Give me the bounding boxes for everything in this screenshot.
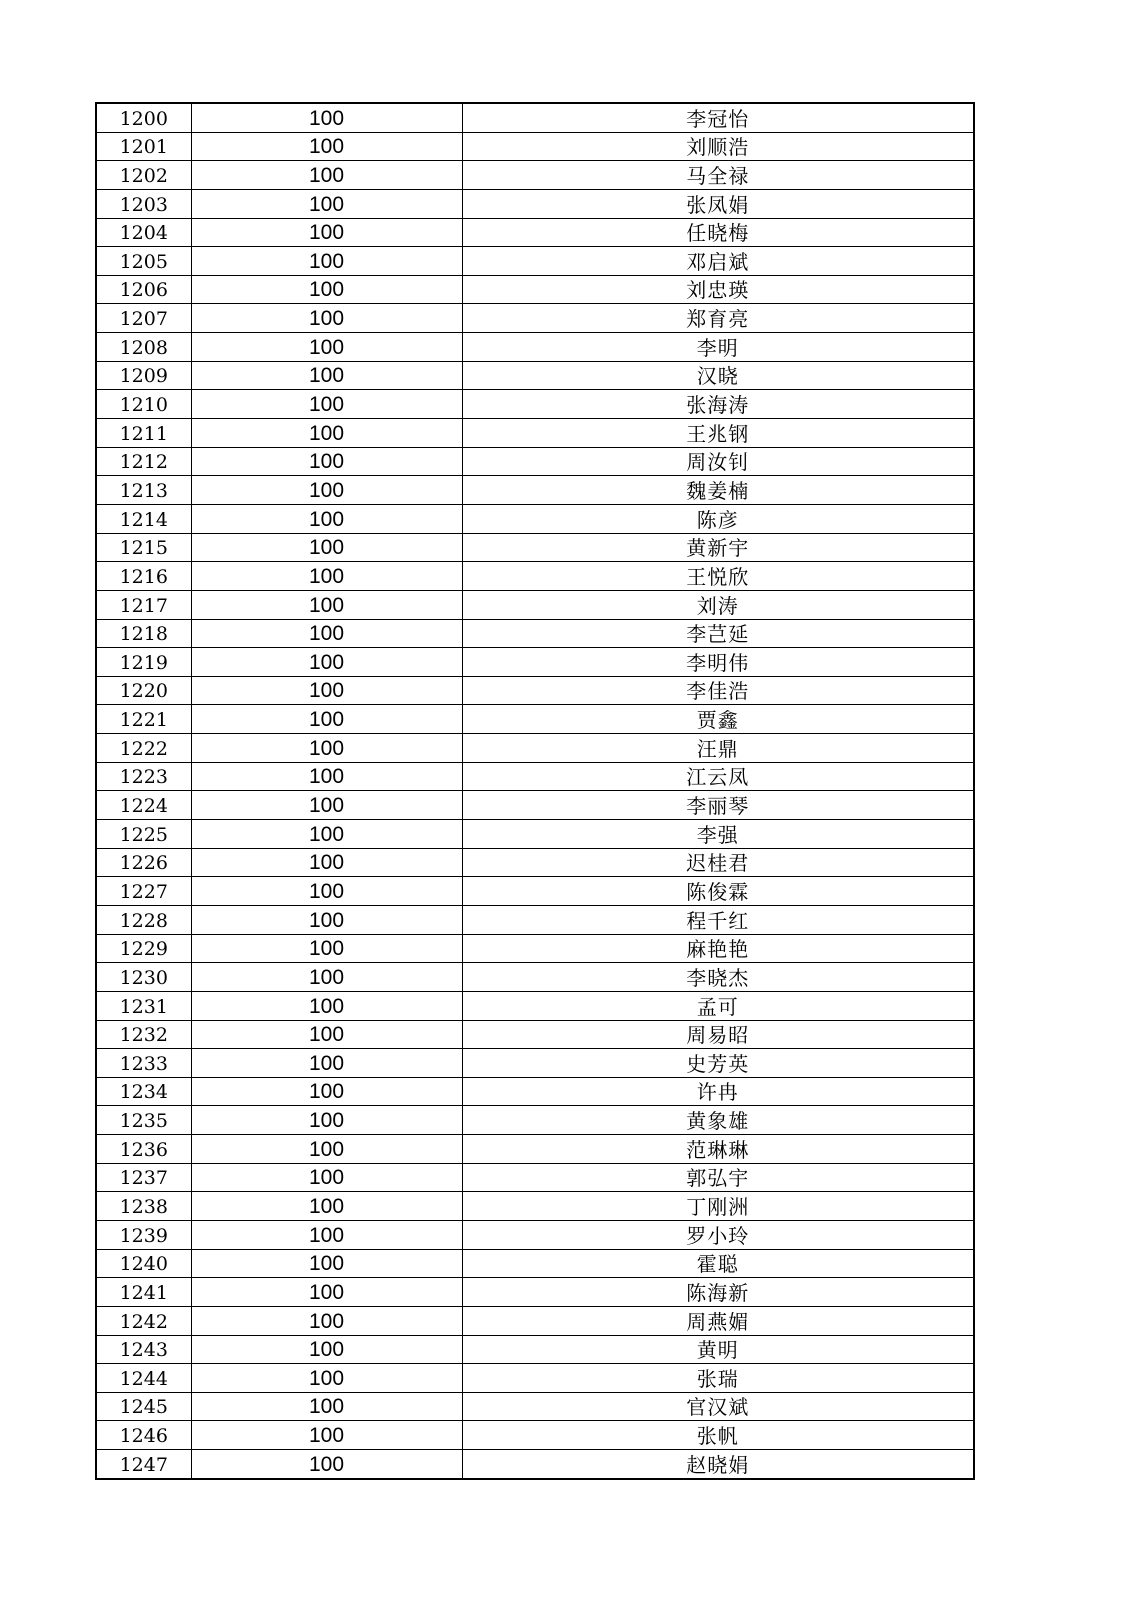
row-number-cell: 1232 [96, 1020, 191, 1049]
name-cell: 李冠怡 [462, 103, 974, 132]
name-cell: 马全禄 [462, 161, 974, 190]
amount-cell: 100 [191, 103, 462, 132]
amount-cell: 100 [191, 333, 462, 362]
row-number-cell: 1233 [96, 1049, 191, 1078]
table-row [96, 1106, 974, 1135]
table-row [96, 1306, 974, 1335]
donor-table [95, 102, 975, 1480]
row-number-cell: 1242 [96, 1306, 191, 1335]
row-number-cell: 1222 [96, 734, 191, 763]
name-cell: 孟可 [462, 991, 974, 1020]
row-number-cell: 1240 [96, 1249, 191, 1278]
amount-cell: 100 [191, 648, 462, 677]
amount-cell: 100 [191, 275, 462, 304]
row-number-cell: 1202 [96, 161, 191, 190]
amount-cell: 100 [191, 791, 462, 820]
table-row [96, 247, 974, 276]
amount-cell: 100 [191, 390, 462, 419]
row-number-cell: 1224 [96, 791, 191, 820]
name-cell: 周汝钊 [462, 447, 974, 476]
table-row [96, 1450, 974, 1479]
name-cell: 陈海新 [462, 1278, 974, 1307]
name-cell: 丁刚洲 [462, 1192, 974, 1221]
table-row [96, 820, 974, 849]
amount-cell: 100 [191, 419, 462, 448]
amount-cell: 100 [191, 132, 462, 161]
row-number-cell: 1219 [96, 648, 191, 677]
row-number-cell: 1214 [96, 504, 191, 533]
name-cell: 刘涛 [462, 590, 974, 619]
table-row [96, 132, 974, 161]
row-number-cell: 1215 [96, 533, 191, 562]
row-number-cell: 1236 [96, 1135, 191, 1164]
name-cell: 李明伟 [462, 648, 974, 677]
amount-cell: 100 [191, 1220, 462, 1249]
amount-cell: 100 [191, 1077, 462, 1106]
table-row [96, 934, 974, 963]
amount-cell: 100 [191, 1364, 462, 1393]
row-number-cell: 1208 [96, 333, 191, 362]
name-cell: 李明 [462, 333, 974, 362]
name-cell: 李佳浩 [462, 676, 974, 705]
amount-cell: 100 [191, 1163, 462, 1192]
name-cell: 迟桂君 [462, 848, 974, 877]
table-row [96, 218, 974, 247]
table-row [96, 791, 974, 820]
name-cell: 赵晓娟 [462, 1450, 974, 1479]
amount-cell: 100 [191, 562, 462, 591]
name-cell: 张海涛 [462, 390, 974, 419]
table-row [96, 991, 974, 1020]
row-number-cell: 1247 [96, 1450, 191, 1479]
name-cell: 邓启斌 [462, 247, 974, 276]
table-row [96, 361, 974, 390]
amount-cell: 100 [191, 447, 462, 476]
table-row [96, 1421, 974, 1450]
row-number-cell: 1212 [96, 447, 191, 476]
amount-cell: 100 [191, 934, 462, 963]
name-cell: 周燕媚 [462, 1306, 974, 1335]
name-cell: 李丽琴 [462, 791, 974, 820]
row-number-cell: 1246 [96, 1421, 191, 1450]
table-row [96, 1220, 974, 1249]
amount-cell: 100 [191, 161, 462, 190]
row-number-cell: 1228 [96, 905, 191, 934]
table-row [96, 504, 974, 533]
table-row [96, 848, 974, 877]
amount-cell: 100 [191, 1278, 462, 1307]
row-number-cell: 1205 [96, 247, 191, 276]
row-number-cell: 1225 [96, 820, 191, 849]
amount-cell: 100 [191, 1335, 462, 1364]
table-row [96, 762, 974, 791]
table-row [96, 1392, 974, 1421]
table-row [96, 648, 974, 677]
name-cell: 陈彦 [462, 504, 974, 533]
row-number-cell: 1210 [96, 390, 191, 419]
name-cell: 史芳英 [462, 1049, 974, 1078]
table-row [96, 189, 974, 218]
amount-cell: 100 [191, 734, 462, 763]
table-row [96, 304, 974, 333]
row-number-cell: 1230 [96, 963, 191, 992]
name-cell: 程千红 [462, 905, 974, 934]
amount-cell: 100 [191, 1192, 462, 1221]
amount-cell: 100 [191, 1306, 462, 1335]
amount-cell: 100 [191, 905, 462, 934]
name-cell: 贾鑫 [462, 705, 974, 734]
table-row [96, 447, 974, 476]
row-number-cell: 1209 [96, 361, 191, 390]
row-number-cell: 1213 [96, 476, 191, 505]
amount-cell: 100 [191, 247, 462, 276]
row-number-cell: 1223 [96, 762, 191, 791]
table-row [96, 476, 974, 505]
row-number-cell: 1245 [96, 1392, 191, 1421]
table-row [96, 1077, 974, 1106]
row-number-cell: 1243 [96, 1335, 191, 1364]
row-number-cell: 1244 [96, 1364, 191, 1393]
row-number-cell: 1216 [96, 562, 191, 591]
name-cell: 郭弘宇 [462, 1163, 974, 1192]
amount-cell: 100 [191, 1135, 462, 1164]
name-cell: 许冉 [462, 1077, 974, 1106]
name-cell: 任晓梅 [462, 218, 974, 247]
table-row [96, 1135, 974, 1164]
amount-cell: 100 [191, 1249, 462, 1278]
row-number-cell: 1201 [96, 132, 191, 161]
name-cell: 刘顺浩 [462, 132, 974, 161]
row-number-cell: 1206 [96, 275, 191, 304]
amount-cell: 100 [191, 963, 462, 992]
name-cell: 黄明 [462, 1335, 974, 1364]
row-number-cell: 1241 [96, 1278, 191, 1307]
amount-cell: 100 [191, 762, 462, 791]
table-row [96, 619, 974, 648]
row-number-cell: 1235 [96, 1106, 191, 1135]
table-row [96, 705, 974, 734]
row-number-cell: 1227 [96, 877, 191, 906]
amount-cell: 100 [191, 1049, 462, 1078]
table-row [96, 676, 974, 705]
name-cell: 汉晓 [462, 361, 974, 390]
name-cell: 汪鼎 [462, 734, 974, 763]
name-cell: 黄新宇 [462, 533, 974, 562]
table-row [96, 1020, 974, 1049]
table-row [96, 333, 974, 362]
table-row [96, 533, 974, 562]
row-number-cell: 1207 [96, 304, 191, 333]
amount-cell: 100 [191, 1020, 462, 1049]
amount-cell: 100 [191, 848, 462, 877]
amount-cell: 100 [191, 1392, 462, 1421]
name-cell: 王悦欣 [462, 562, 974, 591]
amount-cell: 100 [191, 619, 462, 648]
name-cell: 霍聪 [462, 1249, 974, 1278]
name-cell: 罗小玲 [462, 1220, 974, 1249]
donor-table-body [96, 103, 974, 1479]
row-number-cell: 1203 [96, 189, 191, 218]
name-cell: 官汉斌 [462, 1392, 974, 1421]
table-row [96, 877, 974, 906]
name-cell: 刘忠瑛 [462, 275, 974, 304]
table-row [96, 161, 974, 190]
amount-cell: 100 [191, 504, 462, 533]
row-number-cell: 1237 [96, 1163, 191, 1192]
name-cell: 黄象雄 [462, 1106, 974, 1135]
table-row [96, 590, 974, 619]
name-cell: 李强 [462, 820, 974, 849]
row-number-cell: 1229 [96, 934, 191, 963]
amount-cell: 100 [191, 476, 462, 505]
amount-cell: 100 [191, 820, 462, 849]
amount-cell: 100 [191, 705, 462, 734]
amount-cell: 100 [191, 1106, 462, 1135]
row-number-cell: 1226 [96, 848, 191, 877]
table-row [96, 1049, 974, 1078]
row-number-cell: 1238 [96, 1192, 191, 1221]
table-row [96, 562, 974, 591]
row-number-cell: 1221 [96, 705, 191, 734]
row-number-cell: 1239 [96, 1220, 191, 1249]
amount-cell: 100 [191, 590, 462, 619]
name-cell: 周易昭 [462, 1020, 974, 1049]
row-number-cell: 1204 [96, 218, 191, 247]
table-row [96, 963, 974, 992]
name-cell: 魏姜楠 [462, 476, 974, 505]
name-cell: 李晓杰 [462, 963, 974, 992]
table-row [96, 390, 974, 419]
name-cell: 王兆钢 [462, 419, 974, 448]
amount-cell: 100 [191, 991, 462, 1020]
amount-cell: 100 [191, 1421, 462, 1450]
table-row [96, 1249, 974, 1278]
amount-cell: 100 [191, 189, 462, 218]
name-cell: 郑育亮 [462, 304, 974, 333]
name-cell: 江云凤 [462, 762, 974, 791]
name-cell: 麻艳艳 [462, 934, 974, 963]
amount-cell: 100 [191, 361, 462, 390]
amount-cell: 100 [191, 877, 462, 906]
table-row [96, 275, 974, 304]
amount-cell: 100 [191, 533, 462, 562]
table-row [96, 103, 974, 132]
name-cell: 范琳琳 [462, 1135, 974, 1164]
table-row [96, 734, 974, 763]
amount-cell: 100 [191, 676, 462, 705]
table-row [96, 1163, 974, 1192]
name-cell: 张凤娟 [462, 189, 974, 218]
row-number-cell: 1217 [96, 590, 191, 619]
table-row [96, 1364, 974, 1393]
amount-cell: 100 [191, 218, 462, 247]
amount-cell: 100 [191, 1450, 462, 1479]
amount-cell: 100 [191, 304, 462, 333]
table-row [96, 419, 974, 448]
name-cell: 李芑延 [462, 619, 974, 648]
row-number-cell: 1211 [96, 419, 191, 448]
row-number-cell: 1200 [96, 103, 191, 132]
row-number-cell: 1231 [96, 991, 191, 1020]
table-row [96, 905, 974, 934]
name-cell: 张瑞 [462, 1364, 974, 1393]
table-row [96, 1192, 974, 1221]
row-number-cell: 1234 [96, 1077, 191, 1106]
table-row [96, 1335, 974, 1364]
name-cell: 陈俊霖 [462, 877, 974, 906]
row-number-cell: 1218 [96, 619, 191, 648]
table-row [96, 1278, 974, 1307]
row-number-cell: 1220 [96, 676, 191, 705]
name-cell: 张帆 [462, 1421, 974, 1450]
